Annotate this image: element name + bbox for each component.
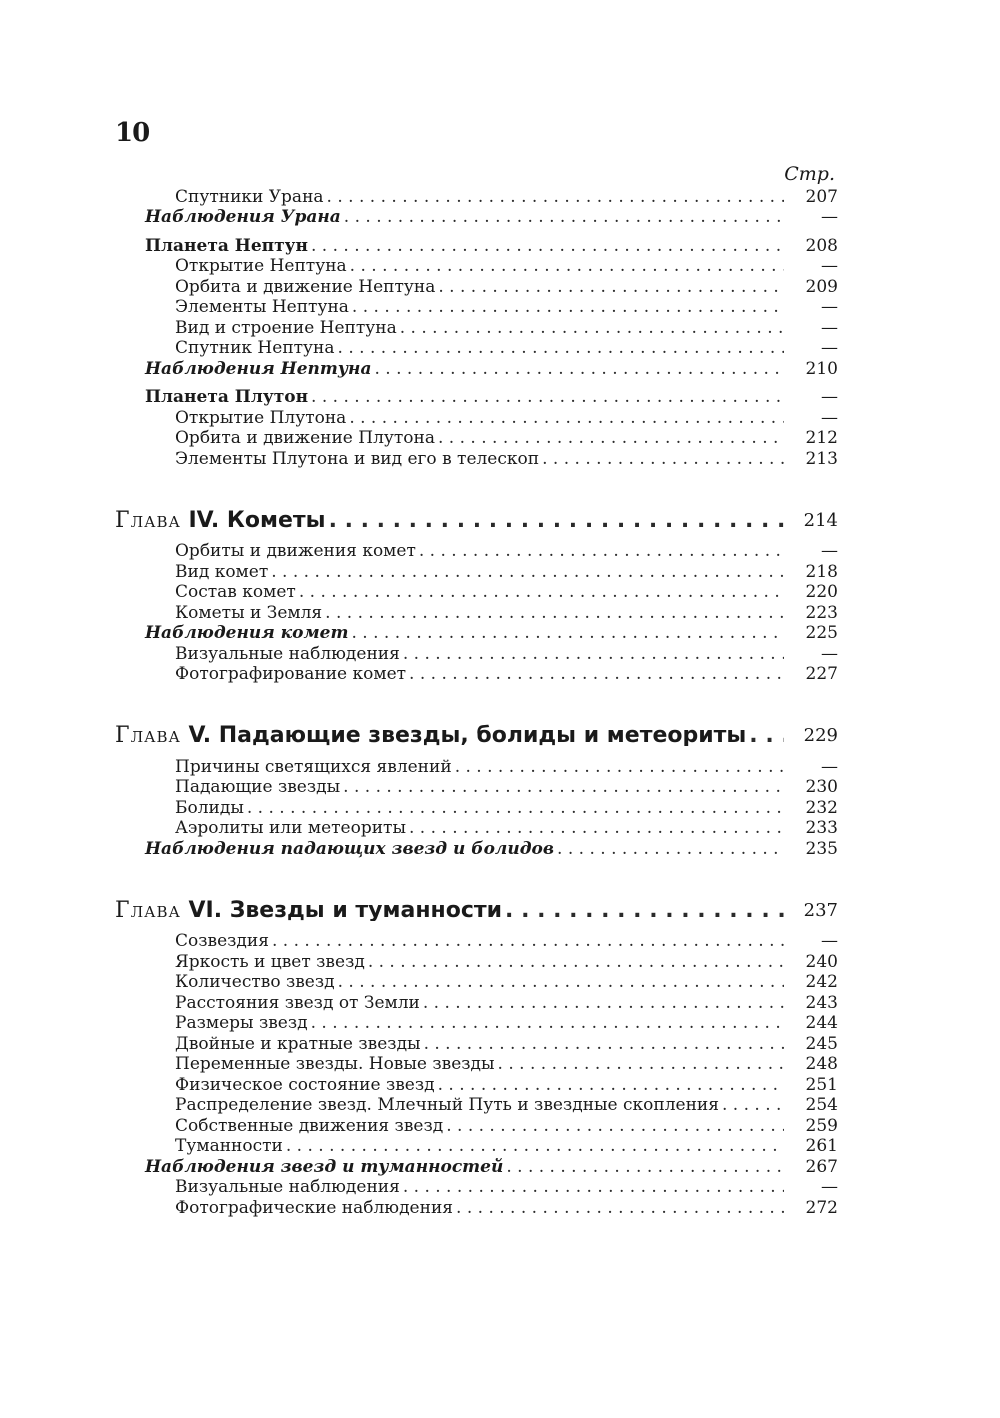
spacer — [115, 746, 838, 756]
toc-entry-title: Спутник Нептуна — [175, 338, 335, 358]
chapter-name: Падающие звезды, болиды и метеориты — [218, 723, 747, 746]
toc-entry — [115, 664, 838, 685]
toc-entry — [115, 448, 838, 469]
toc-entry-page: 245 — [805, 1033, 838, 1054]
spacer — [115, 859, 838, 893]
chapter-word: Глава — [115, 507, 181, 531]
dot-leader — [352, 297, 784, 317]
toc-entry-page: 251 — [805, 1074, 838, 1095]
dot-leader — [286, 1136, 784, 1156]
toc-entry-title: Созвездия — [175, 931, 269, 951]
toc-entry — [115, 1074, 838, 1095]
toc-entry-title: Причины светящихся явлений — [175, 756, 452, 777]
dot-leader — [403, 644, 784, 664]
dot-leader — [327, 187, 784, 207]
toc-entry-title: Спутники Урана — [175, 186, 324, 207]
dot-leader — [368, 952, 784, 972]
chapter-word: Глава — [115, 723, 181, 746]
toc-entry-page: 223 — [805, 602, 838, 623]
chapter-name: Звезды и туманности — [229, 897, 503, 921]
toc-entry-page: 210 — [805, 358, 838, 379]
toc-entry — [115, 358, 838, 379]
toc-entry — [115, 1136, 838, 1157]
toc-entry — [115, 541, 838, 562]
toc-entry-title: Переменные звезды. Новые звезды — [175, 1054, 495, 1074]
dot-leader — [400, 318, 784, 338]
chapter-page: 229 — [803, 725, 838, 746]
toc-entry-page: — — [821, 1177, 838, 1197]
toc-entry-title: Яркость и цвет звезд — [175, 951, 365, 972]
toc-entry — [115, 186, 838, 207]
toc-entry-title: Размеры звезд — [175, 1013, 308, 1033]
toc-entry — [115, 317, 838, 338]
toc-entry-title: Наблюдения Урана — [145, 207, 341, 227]
toc-entry — [115, 561, 838, 582]
toc-entry-title: Элементы Нептуна — [175, 297, 349, 317]
toc-entry-page: 233 — [805, 818, 838, 838]
toc-entry — [115, 276, 838, 297]
spacer — [115, 684, 838, 718]
chapter-heading — [115, 718, 838, 746]
toc-entry-page: 209 — [805, 276, 838, 297]
toc-entry-page: 212 — [805, 428, 838, 448]
chapter-page: 214 — [803, 509, 838, 531]
toc-entry-page: 248 — [805, 1054, 838, 1074]
toc-entry-title: Наблюдения падающих звезд и болидов — [145, 838, 555, 859]
dot-leader — [247, 798, 784, 818]
toc-entry-page: — — [821, 407, 838, 428]
chapter-number: VI. — [188, 897, 223, 921]
toc-entry-title: Визуальные наблюдения — [175, 1177, 400, 1197]
toc-entry — [115, 582, 838, 603]
toc-entry-title: Наблюдения комет — [145, 623, 349, 643]
toc-entry-title: Аэролиты или метеориты — [175, 818, 406, 838]
chapter-name: Кометы — [226, 507, 326, 531]
dot-leader — [506, 1157, 784, 1177]
toc-entry-page: — — [821, 297, 838, 317]
toc-entry-page: 235 — [805, 838, 838, 859]
toc-entry — [115, 931, 838, 952]
toc-entry-page: — — [821, 931, 838, 951]
dot-leader — [311, 387, 784, 407]
chapter-number: V. — [188, 723, 212, 746]
toc-entry-title: Состав комет — [175, 582, 296, 602]
chapter-page: 237 — [803, 899, 838, 921]
toc-entry — [115, 838, 838, 859]
spacer — [115, 921, 838, 931]
toc-entry-page: 220 — [805, 582, 838, 602]
page-column-header: Стр. — [784, 163, 835, 185]
toc-entry-page: 227 — [805, 664, 838, 684]
dot-leader — [329, 511, 784, 531]
dot-leader — [325, 603, 784, 623]
dot-leader — [438, 1075, 784, 1095]
toc-entry-page: — — [821, 541, 838, 561]
toc-entry-title: Падающие звезды — [175, 777, 341, 797]
dot-leader — [409, 664, 784, 684]
toc-entry-page: — — [821, 317, 838, 338]
dot-leader — [350, 256, 784, 276]
toc-entry-page: 242 — [805, 972, 838, 992]
spacer — [115, 469, 838, 503]
page-number: 10 — [115, 118, 150, 148]
toc-entry-title: Орбита и движение Нептуна — [175, 276, 436, 297]
dot-leader — [299, 582, 784, 602]
toc-entry-page: 207 — [805, 186, 838, 207]
spacer — [115, 227, 838, 235]
toc-entry-title: Планета Нептун — [145, 235, 308, 256]
toc-entry-page: — — [821, 207, 838, 227]
toc-entry-title: Открытие Плутона — [175, 407, 347, 428]
toc-entry-title: Вид комет — [175, 561, 269, 582]
toc-entry-page: 213 — [805, 448, 838, 469]
dot-leader — [722, 1095, 784, 1115]
dot-leader — [557, 839, 784, 859]
toc-entry — [115, 643, 838, 664]
toc-entry-page: — — [821, 387, 838, 407]
toc-entry-title: Открытие Нептуна — [175, 256, 347, 276]
toc-entry-page: 230 — [805, 777, 838, 797]
toc-entry-page: 240 — [805, 951, 838, 972]
toc-entry — [115, 207, 838, 228]
toc-entry-title: Расстояния звезд от Земли — [175, 992, 420, 1013]
spacer — [115, 531, 838, 541]
toc-entry-title: Наблюдения Нептуна — [145, 358, 372, 379]
dot-leader — [438, 428, 784, 448]
toc-entry-title: Наблюдения звезд и туманностей — [145, 1156, 504, 1177]
dot-leader — [438, 277, 784, 297]
toc-entry-page: 261 — [805, 1136, 838, 1156]
toc-entry — [115, 1095, 838, 1116]
dot-leader — [455, 757, 784, 777]
dot-leader — [344, 207, 784, 227]
dot-leader — [498, 1054, 784, 1074]
chapter-heading — [115, 503, 838, 531]
toc-entry-title: Количество звезд — [175, 972, 335, 992]
toc-entry — [115, 387, 838, 408]
toc-entry — [115, 951, 838, 972]
toc-entry-page: 267 — [805, 1156, 838, 1177]
toc-entry-page: 218 — [805, 561, 838, 582]
toc-entry-title: Орбиты и движения комет — [175, 541, 416, 561]
dot-leader — [419, 541, 784, 561]
toc-entry — [115, 1054, 838, 1075]
toc-entry-page: 225 — [805, 623, 838, 643]
dot-leader — [749, 726, 784, 746]
dot-leader — [349, 408, 784, 428]
toc-entry — [115, 1115, 838, 1136]
toc-entry — [115, 992, 838, 1013]
chapter-number: IV. — [188, 507, 220, 531]
toc-entry-title: Планета Плутон — [145, 387, 309, 407]
toc-entry — [115, 797, 838, 818]
toc-entry-title: Распределение звезд. Млечный Путь и звездные скопления — [175, 1095, 719, 1115]
dot-leader — [311, 1013, 784, 1033]
toc-entry — [115, 428, 838, 449]
chapter-title — [115, 723, 747, 746]
dot-leader — [338, 338, 784, 358]
toc-entry-page: 232 — [805, 797, 838, 818]
dot-leader — [272, 931, 784, 951]
toc-entry — [115, 235, 838, 256]
toc-entry — [115, 818, 838, 839]
dot-leader — [423, 993, 784, 1013]
toc-entry-page: 243 — [805, 992, 838, 1013]
toc-entry-page: 259 — [805, 1115, 838, 1136]
toc-entry-title: Элементы Плутона и вид его в телескоп — [175, 448, 540, 469]
dot-leader — [374, 359, 784, 379]
toc-entry — [115, 338, 838, 359]
toc-entry — [115, 1013, 838, 1034]
toc-entry-title: Вид и строение Нептуна — [175, 317, 397, 338]
toc-entry-title: Двойные и кратные звезды — [175, 1033, 421, 1054]
toc-entry — [115, 407, 838, 428]
toc-entry-title: Визуальные наблюдения — [175, 643, 400, 664]
chapter-word: Глава — [115, 897, 181, 921]
toc-entry-title: Болиды — [175, 797, 244, 818]
toc-entry — [115, 602, 838, 623]
toc-entry — [115, 777, 838, 798]
spacer — [115, 379, 838, 387]
toc-entry-title: Собственные движения звезд — [175, 1115, 444, 1136]
toc-entry-page: — — [821, 256, 838, 276]
toc-entry-title: Физическое состояние звезд — [175, 1074, 435, 1095]
toc-entry-title: Кометы и Земля — [175, 602, 323, 623]
toc-entry — [115, 623, 838, 644]
dot-leader — [424, 1034, 784, 1054]
dot-leader — [311, 236, 784, 256]
dot-leader — [403, 1177, 784, 1197]
toc-entry — [115, 256, 838, 277]
toc-entry-page: — — [821, 643, 838, 664]
dot-leader — [446, 1116, 784, 1136]
chapter-title — [115, 507, 326, 531]
table-of-contents — [115, 186, 838, 1218]
toc-entry-page: — — [821, 756, 838, 777]
toc-entry-page: — — [821, 338, 838, 358]
toc-entry-page: 244 — [805, 1013, 838, 1033]
toc-entry — [115, 1033, 838, 1054]
toc-entry-title: Туманности — [175, 1136, 283, 1156]
toc-entry — [115, 297, 838, 318]
toc-entry-page: 254 — [805, 1095, 838, 1115]
dot-leader — [338, 972, 784, 992]
toc-entry — [115, 972, 838, 993]
toc-entry — [115, 756, 838, 777]
dot-leader — [343, 777, 784, 797]
toc-entry-title: Фотографические наблюдения — [175, 1197, 454, 1218]
toc-entry — [115, 1197, 838, 1218]
toc-entry-page: 208 — [805, 235, 838, 256]
dot-leader — [271, 562, 784, 582]
toc-entry-title: Фотографирование комет — [175, 664, 407, 684]
chapter-heading — [115, 893, 838, 921]
dot-leader — [351, 623, 784, 643]
chapter-title — [115, 897, 503, 921]
dot-leader — [409, 818, 784, 838]
toc-entry-title: Орбита и движение Плутона — [175, 428, 435, 448]
dot-leader — [456, 1198, 784, 1218]
dot-leader — [505, 901, 784, 921]
dot-leader — [542, 449, 784, 469]
toc-entry — [115, 1177, 838, 1198]
toc-entry-page: 272 — [805, 1197, 838, 1218]
toc-entry — [115, 1156, 838, 1177]
